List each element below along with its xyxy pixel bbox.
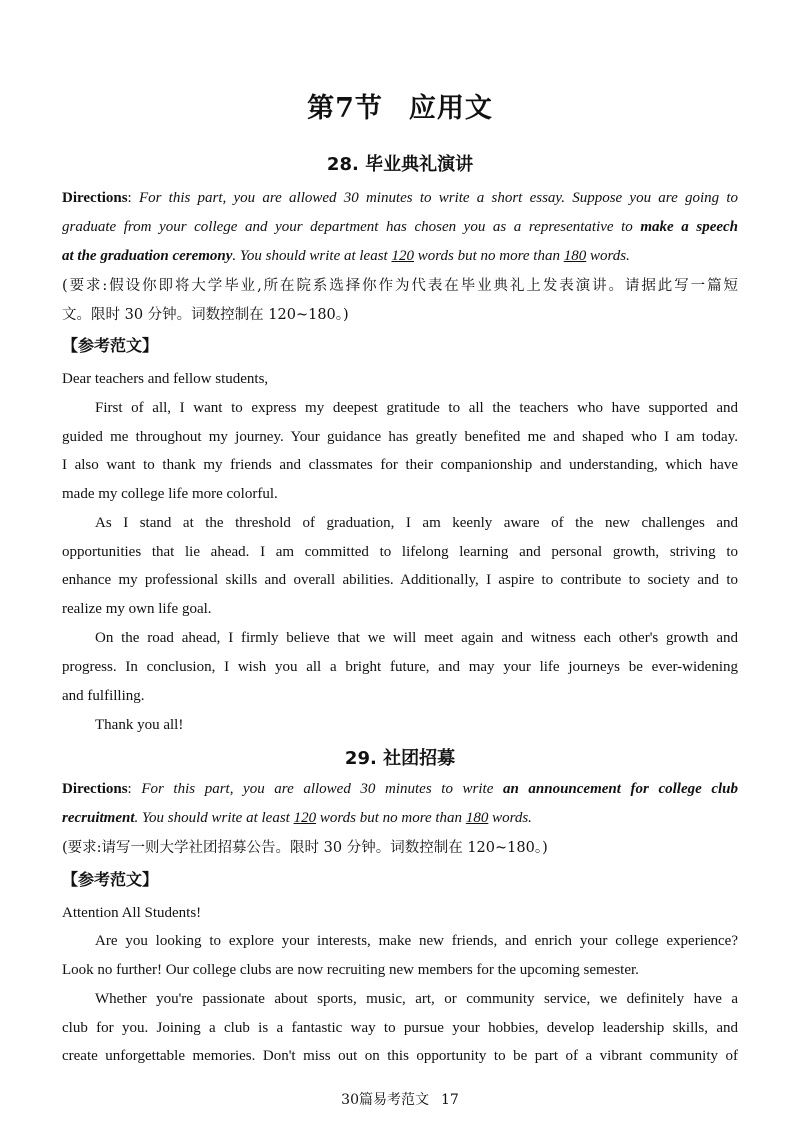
requirement-line: 文。限时 30 分钟。词数控制在 120~180。) [62,307,349,323]
section-title [0,86,800,125]
essay-line: Look no further! Our college clubs are now recruiting new members for the upcoming semester. [62,962,639,978]
essay-line: made my college life more colorful. [62,486,278,502]
essay-line: progress. In conclusion, I wish you all a bright future, and may your life journeys be ever-widening [62,659,738,675]
topic-29-title: 29. 社团招募 [344,748,456,769]
directions-line: graduate from your college and your department has chosen you as a representative to make a speech [62,219,739,235]
directions-line: at the graduation ceremony. You should write at least 120 words but no more than 180 words. [62,248,630,264]
essay-line: realize my own life goal. [62,601,212,617]
reference-heading: 【参考范文】 [62,870,159,889]
essay-line: Whether you're passionate about sports, music, art, or community service, we definitely have a [95,991,738,1007]
essay-line: I also want to thank my friends and classmates for their companionship and understanding, which have [62,457,738,473]
essay-line: Are you looking to explore your interests, make new friends, and enrich your college experience? [95,933,738,949]
section-name: 应用文 [408,93,493,124]
section-number: 第7节 [307,93,383,124]
essay-line: club for you. Joining a club is a fantastic way to pursue your hobbies, develop leadership skills, and [62,1020,738,1036]
essay-line: opportunities that lie ahead. I am committed to lifelong learning and personal growth, striving to [62,544,738,560]
essay-line: guided me throughout my journey. Your guidance has greatly benefited me and shaped who I am today. [62,429,738,445]
directions-line: Directions: For this part, you are allowed 30 minutes to write an announcement for college club [62,781,739,797]
topic-28-title: 28. 毕业典礼演讲 [326,154,474,175]
essay-line: Attention All Students! [62,905,202,921]
essay-line: Thank you all! [95,717,184,733]
reference-heading: 【参考范文】 [62,336,159,355]
essay-line: enhance my professional skills and overall abilities. Additionally, I aspire to contribute to society and to [62,572,738,588]
book-title: 30篇易考范文 [341,1092,429,1108]
directions-line: Directions: For this part, you are allowed 30 minutes to write a short essay. Suppose you are going to [62,190,738,206]
requirement-line: (要求:请写一则大学社团招募公告。限时 30 分钟。词数控制在 120~180。) [62,840,548,856]
essay-line: On the road ahead, I firmly believe that we will meet again and witness each other's growth and [95,630,738,646]
directions-label: Directions [62,190,128,206]
essay-line: Dear teachers and fellow students, [62,371,269,387]
essay-line: and fulfilling. [62,688,145,704]
directions-line: recruitment. You should write at least 120 words but no more than 180 words. [62,810,532,826]
page-footer [0,1089,800,1109]
page-number: 17 [441,1092,459,1108]
requirement-line: (要求:假设你即将大学毕业,所在院系选择你作为代表在毕业典礼上发表演讲。请据此写一篇短 [62,278,738,294]
directions-label: Directions [62,781,128,797]
essay-line: First of all, I want to express my deepest gratitude to all the teachers who have supported and [95,400,738,416]
essay-line: create unforgettable memories. Don't miss out on this opportunity to be part of a vibrant community of [62,1048,738,1064]
essay-line: As I stand at the threshold of graduation, I am keenly aware of the new challenges and [95,515,738,531]
